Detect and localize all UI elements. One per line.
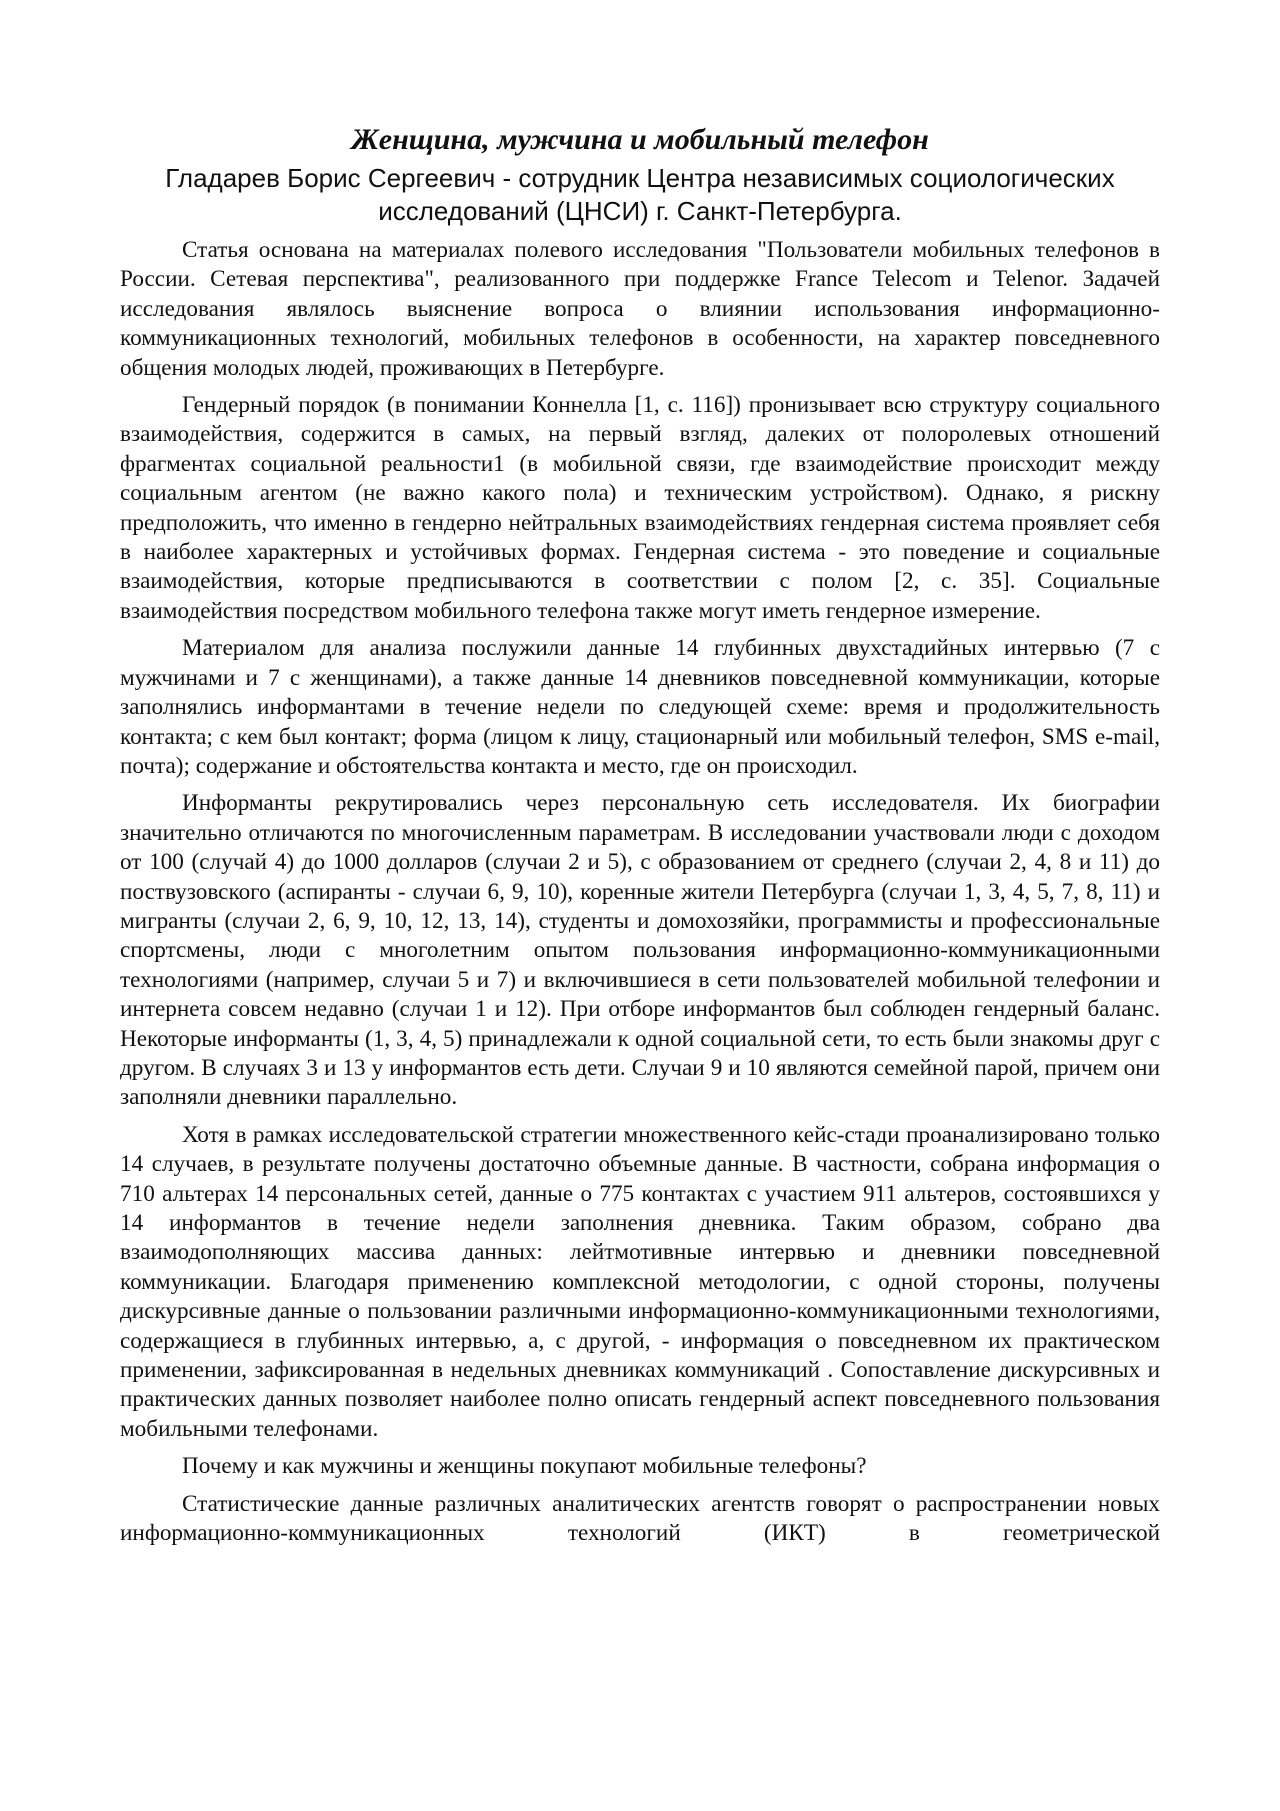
document-title: Женщина, мужчина и мобильный телефон <box>351 123 929 156</box>
document-page <box>120 110 1160 1556</box>
paragraph-statistics: Статистические данные различных аналитических агентств говорят о распространении новых информационно-коммуникационных технологий (ИКТ) в геометрической <box>120 1490 1160 1547</box>
paragraph-intro: Статья основана на материалах полевого исследования "Пользователи мобильных телефонов в России. Сетевая перспектива", реализованного при поддержке France Telecom и Telenor. Задачей исследования являлось выяснение вопроса о влиянии использования информационно-коммуникационных технологий, мобильных телефонов в особенности, на характер повседневного общения молодых людей, проживающих в Петербурге. <box>120 237 1160 381</box>
paragraph-informants: Информанты рекрутировались через персональную сеть исследователя. Их биографии значительно отличаются по многочисленным параметрам. В исследовании участвовали люди с доходом от 100 (случай 4) до 1000 долларов (случаи 2 и 5), с образованием от среднего (случаи 2, 4, 8 и 11) до поствузовского (аспиранты - случаи 6, 9, 10), коренные жители Петербурга (случаи 1, 3, 4, 5, 7, 8, 11) и мигранты (случаи 2, 6, 9, 10, 12, 13, 14), студенты и домохозяйки, программисты и профессиональные спортсмены, люди с многолетним опытом пользования информационно-коммуникационными технологиями (например, случаи 5 и 7) и включившиеся в сети пользователей мобильной телефонии и интернета совсем недавно (случаи 1 и 12). При отборе информантов был соблюден гендерный баланс. Некоторые информанты (1, 3, 4, 5) принадлежали к одной социальной сети, то есть были знакомы друг с другом. В случаях 3 и 13 у информантов есть дети. Случаи 9 и 10 являются семейной парой, причем они заполняли дневники параллельно. <box>120 790 1160 1111</box>
paragraph-question: Почему и как мужчины и женщины покупают мобильные телефоны? <box>182 1453 867 1480</box>
author-line: Гладарев Борис Сергеевич - сотрудник Центра независимых социологических исследований (ЦНСИ) г. Санкт-Петербурга. <box>165 163 1115 226</box>
paragraph-materials: Материалом для анализа послужили данные 14 глубинных двухстадийных интервью (7 с мужчинами и 7 с женщинами), а также данные 14 дневников повседневной коммуникации, которые заполнялись информантами в течение недели по следующей схеме: время и продолжительность контакта; с кем был контакт; форма (лицом к лицу, стационарный или мобильный телефон, SMS e-mail, почта); содержание и обстоятельства контакта и место, где он происходил. <box>120 635 1160 779</box>
paragraph-case-study: Хотя в рамках исследовательской стратегии множественного кейс-стади проанализировано только 14 случаев, в результате получены достаточно объемные данные. В частности, собрана информация о 710 альтерах 14 персональных сетей, данные о 775 контактах с участием 911 альтеров, состоявшихся у 14 информантов в течение недели заполнения дневника. Таким образом, собрано два взаимодополняющих массива данных: лейтмотивные интервью и дневники повседневной коммуникации. Благодаря применению комплексной методологии, с одной стороны, получены дискурсивные данные о пользовании различными информационно-коммуникационными технологиями, содержащиеся в глубинных интервью, а, с другой, - информация о повседневном их практическом применении, зафиксированная в недельных дневниках коммуникаций . Сопоставление дискурсивных и практических данных позволяет наиболее полно описать гендерный аспект повседневного пользования мобильными телефонами. <box>120 1121 1160 1442</box>
paragraph-gender-order: Гендерный порядок (в понимании Коннелла [1, с. 116]) пронизывает всю структуру социального взаимодействия, содержится в самых, на первый взгляд, далеких от полоролевых отношений фрагментах социальной реальности1 (в мобильной связи, где взаимодействие происходит между социальным агентом (не важно какого пола) и техническим устройством). Однако, я рискну предположить, что именно в гендерно нейтральных взаимодействиях гендерная система проявляет себя в наиболее характерных и устойчивых формах. Гендерная система - это поведение и социальные взаимодействия, которые предписываются в соответствии с полом [2, с. 35]. Социальные взаимодействия посредством мобильного телефона также могут иметь гендерное измерение. <box>120 392 1160 624</box>
